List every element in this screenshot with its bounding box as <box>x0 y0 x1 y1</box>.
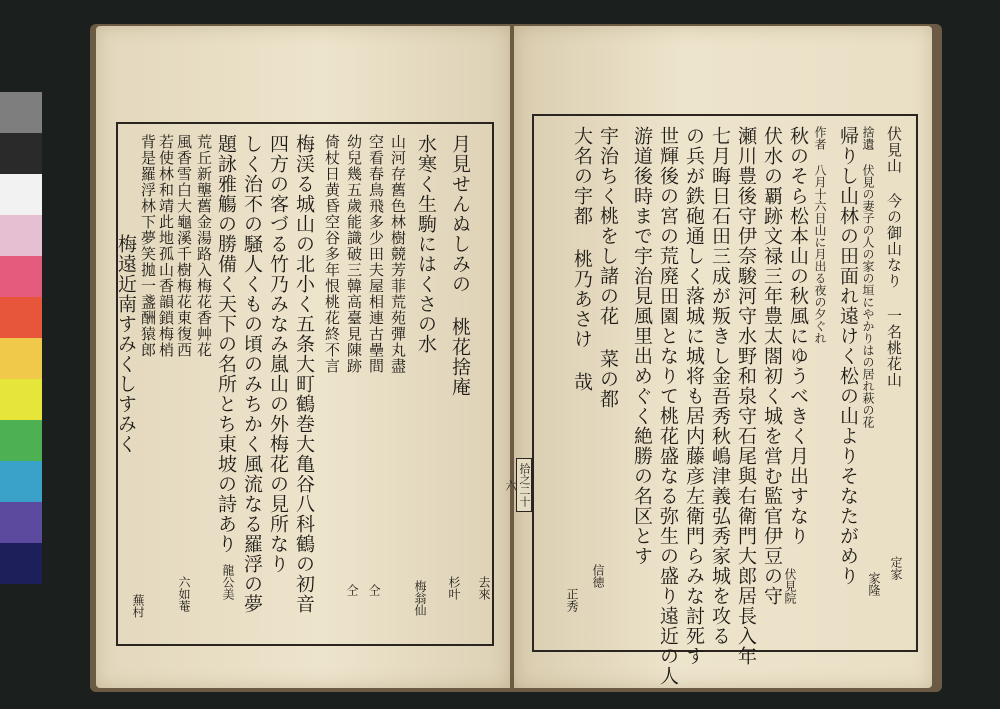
open-book <box>90 24 942 692</box>
right-page-text-column: 伏水の覇跡文禄三年豊太閤初く城を営む監官伊豆の守 <box>761 126 783 606</box>
right-page-author: 定家 <box>889 556 903 580</box>
calibration-chip <box>0 174 42 215</box>
right-page-author: 正秀 <box>565 588 579 612</box>
left-page-text-column: 背是羅浮林下夢笑拋一盞酬猿郎 <box>139 134 157 358</box>
right-page <box>504 26 932 688</box>
calibration-chip <box>0 133 42 174</box>
right-page-text-frame <box>532 114 918 686</box>
left-page-author: 龍公美 <box>221 564 235 600</box>
calibration-chip <box>0 420 42 461</box>
left-page-text-frame <box>116 122 494 646</box>
left-page-author: 去來 <box>477 576 491 600</box>
calibration-chip <box>0 256 42 297</box>
calibration-chip <box>0 543 42 584</box>
calibration-chip <box>0 297 42 338</box>
left-page-text-column: 水寒く生駒にはくさの水 <box>415 134 437 354</box>
right-page-text-column: 瀬川豊後守伊奈駿河守水野和泉守石尾與右衛門大郎居長入年 <box>735 126 757 666</box>
calibration-chip <box>0 461 42 502</box>
calibration-chip <box>0 92 42 133</box>
right-page-text-column: 大名の宇都 桃乃あさけ 哉 <box>571 126 593 392</box>
left-page-text-column: 空看春鳥飛多少田夫屋相連古壘間 <box>367 134 385 374</box>
left-page-text-column: 四方の客づる竹乃みなみ嵐山の外梅花の見所なり <box>267 134 289 574</box>
left-page-author: 仝 <box>367 584 381 596</box>
left-page-text-column: 倚杖日黄昏空谷多年恨桃花終不言 <box>323 134 341 374</box>
calibration-chip <box>0 379 42 420</box>
folio-label: 拾之二十六 <box>516 458 532 512</box>
right-page-text-column: 宇治ちく桃をし諸の花 菜の都 <box>597 126 619 409</box>
left-page-text-column: 風香雪白大龜溪千樹梅花東復西 <box>175 134 193 358</box>
right-page-text-column: 秋のそら松本山の秋風にゆうべきく月出すなり <box>787 126 809 546</box>
left-page <box>96 26 510 688</box>
right-page-author: 家隆 <box>867 572 881 596</box>
right-page-text-column: 捨遺 伏見の妻子の人の家の垣にやかりはの居れ萩の花 <box>861 126 875 428</box>
right-page-text-column: 世輝後の宮の荒廃田園となりて桃花盛なる弥生の盛り遠近の人 <box>657 126 679 686</box>
left-page-text-column: 若使林和靖此地孤山香韻鎖梅梢 <box>157 134 175 358</box>
right-page-author: 信徳 <box>591 564 605 588</box>
calibration-chip <box>0 215 42 256</box>
left-page-text-column: 幼兒幾五歲能識破三韓高臺見陳跡 <box>345 134 363 374</box>
right-page-text-column: 伏見山 今の御山なり 一名桃花山 <box>885 126 903 388</box>
right-page-text-column: 帰りし山林の田面れ遠けく松の山よりそなたがめり <box>837 126 859 586</box>
left-page-text-column: 梅遠近南すみくしすみく <box>115 234 137 454</box>
left-page-author: 梅翁仙 <box>413 580 427 616</box>
left-page-text-column: 題詠雅觴の勝備く天下の名所とち東坡の詩あり <box>215 134 237 554</box>
right-page-author: 伏見院 <box>783 568 797 604</box>
right-page-text-column: 七月晦日石田三成が叛きし金吾秀秋嶋津義弘秀家城を攻る <box>709 126 731 646</box>
left-page-text-column: 梅渓る城山の北小く五条大町鶴巻大亀谷八科鶴の初音 <box>293 134 315 614</box>
left-page-author: 蕪村 <box>131 594 145 618</box>
right-page-text-column: 作者 八月十六日山に月出る夜の夕ぐれ <box>813 126 827 344</box>
left-page-author: 仝 <box>345 584 359 596</box>
left-page-text-column: しく治不の騒人くもの頃のみちかく風流なる羅浮の夢 <box>241 134 263 614</box>
color-calibration-strip <box>0 92 42 584</box>
left-page-author: 六如菴 <box>177 576 191 612</box>
left-page-text-column: 荒丘新壟舊金湯路入梅花香艸花 <box>195 134 213 358</box>
calibration-chip <box>0 338 42 379</box>
left-page-text-column: 山河存舊色林樹競芳菲荒苑彈丸盡 <box>389 134 407 374</box>
calibration-chip <box>0 502 42 543</box>
right-page-text-column: の兵が鉄砲通しく落城に城将も居内藤彦左衛門らみな討死す <box>683 126 705 666</box>
left-page-author: 杉叶 <box>447 576 461 600</box>
right-page-text-column: 游道後時まで宇治見風里出めぐく絶勝の名区とす <box>631 126 653 566</box>
left-page-text-column: 月見せんぬしみの 桃花捨庵 <box>449 134 471 397</box>
